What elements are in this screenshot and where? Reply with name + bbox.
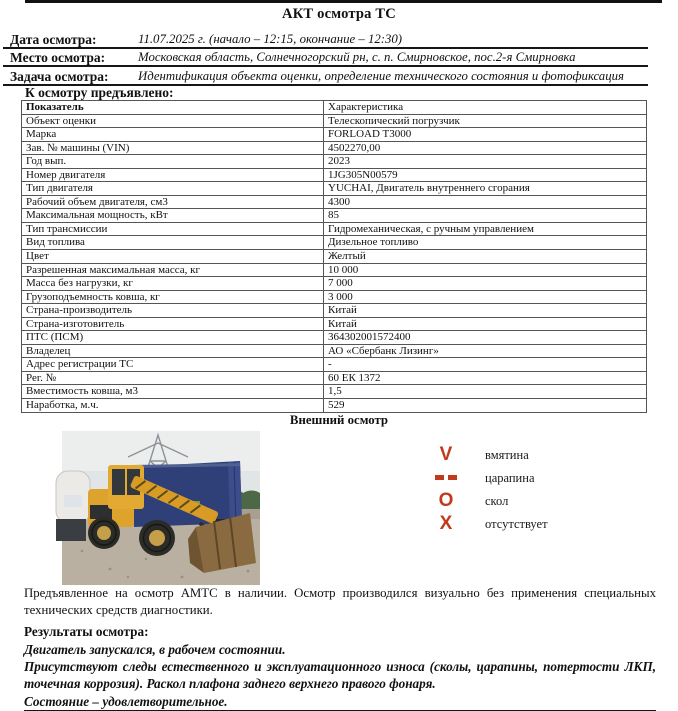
task-label: Задача осмотра: (10, 68, 109, 84)
table-row (22, 128, 647, 142)
spec-table-heading: К осмотру предъявлено: (25, 85, 174, 100)
spec-value-cell: 4502270,00 (324, 141, 647, 155)
spec-name-cell: Наработка, м.ч. (22, 399, 324, 413)
spec-value-cell: 1JG305N00579 (324, 168, 647, 182)
spec-value-cell: АО «Сбербанк Лизинг» (324, 344, 647, 358)
table-row (22, 182, 647, 196)
spec-name-cell: ПТС (ПСМ) (22, 331, 324, 345)
presence-text: Предъявленное на осмотр АМТС в наличии. Осмотр производился визуально без применения специальных технических средств диагностики. (24, 586, 656, 617)
legend-label: отсутствует (485, 516, 548, 531)
result-line-engine: Двигатель запускался, в рабочем состоянии. (24, 642, 286, 657)
table-row (22, 331, 647, 345)
header-fields (3, 30, 648, 86)
spec-value-cell: 10 000 (324, 263, 647, 277)
legend-item (425, 467, 625, 489)
spec-name-cell: Цвет (22, 250, 324, 264)
spec-value-cell: - (324, 358, 647, 372)
spec-table (21, 100, 647, 413)
legend-item (425, 490, 625, 512)
top-divider (25, 0, 662, 3)
table-row (22, 195, 647, 209)
date-value: 11.07.2025 г. (начало – 12:15, окончание – 12:30) (138, 31, 403, 46)
result-line-wear: Присутствуют следы естественного и эксплуатационного износа (сколы, царапины, потертости ЛКП, точечная коррозия). Раскол плафона заднего верхнего правого фонаря. (24, 659, 656, 691)
spec-value-cell: Телескопический погрузчик (324, 114, 647, 128)
tanker-truck-icon (56, 471, 90, 541)
table-row (22, 155, 647, 169)
spec-name-cell: Масса без нагрузки, кг (22, 277, 324, 291)
spec-name-cell: Максимальная мощность, кВт (22, 209, 324, 223)
spec-name-cell: Год вып. (22, 155, 324, 169)
spec-table-body (22, 101, 647, 413)
spec-value-cell: 4300 (324, 195, 647, 209)
spec-value-cell: 1,5 (324, 385, 647, 399)
spec-name-cell: Тип трансмиссии (22, 222, 324, 236)
table-row (22, 304, 647, 318)
spec-col-header-value: Характеристика (324, 101, 647, 115)
page-title: АКТ осмотра ТС (282, 6, 396, 22)
spec-name-cell: Тип двигателя (22, 182, 324, 196)
legend-label: царапина (485, 470, 535, 485)
spec-name-cell: Владелец (22, 344, 324, 358)
spec-name-cell: Объект оценки (22, 114, 324, 128)
spec-name-cell: Вместимость ковша, м3 (22, 385, 324, 399)
spec-name-cell: Страна-производитель (22, 304, 324, 318)
legend-item (425, 513, 625, 535)
table-row (22, 385, 647, 399)
spec-value-cell: 7 000 (324, 277, 647, 291)
table-row (22, 209, 647, 223)
spec-value-cell: Китай (324, 317, 647, 331)
spec-value-cell: Китай (324, 304, 647, 318)
header-row-date (3, 30, 648, 49)
table-row (22, 114, 647, 128)
dent-v-icon: V (439, 444, 453, 465)
table-row (22, 399, 647, 413)
header-row-task (3, 67, 648, 86)
spec-value-cell: YUCHAI, Двигатель внутреннего сгорания (324, 182, 647, 196)
spec-value-cell: 85 (324, 209, 647, 223)
place-value: Московская область, Солнечногорский рн, с. п. Смирновское, пос.2-я Смирновка (138, 50, 576, 64)
spec-name-cell: Разрешенная максимальная масса, кг (22, 263, 324, 277)
table-row (22, 317, 647, 331)
spec-name-cell: Страна-изготовитель (22, 317, 324, 331)
spec-name-cell: Рабочий объем двигателя, см3 (22, 195, 324, 209)
table-row (22, 358, 647, 372)
spec-name-cell: Зав. № машины (VIN) (22, 141, 324, 155)
legend-item (425, 444, 625, 466)
table-row (22, 222, 647, 236)
spec-name-cell: Марка (22, 128, 324, 142)
scratch-dash-icon (425, 468, 467, 488)
results-section (24, 585, 656, 711)
date-label: Дата осмотра: (10, 31, 97, 47)
spec-value-cell: Гидромеханическая, с ручным управлением (324, 222, 647, 236)
place-label: Место осмотра: (10, 50, 106, 65)
table-row (22, 250, 647, 264)
spec-name-cell: Грузоподъемность ковша, кг (22, 290, 324, 304)
legend (425, 444, 625, 536)
results-heading: Результаты осмотра: (24, 624, 149, 639)
spec-value-cell: 364302001572400 (324, 331, 647, 345)
chip-o-icon: O (438, 490, 454, 511)
spec-value-cell: 2023 (324, 155, 647, 169)
table-row (22, 277, 647, 291)
spec-value-cell: 529 (324, 399, 647, 413)
spec-name-cell: Номер двигателя (22, 168, 324, 182)
spec-col-header-name: Показатель (22, 101, 324, 115)
spec-header-row (22, 101, 647, 115)
spec-value-cell: Желтый (324, 250, 647, 264)
table-row (22, 290, 647, 304)
spec-value-cell: FORLOAD T3000 (324, 128, 647, 142)
legend-label: скол (485, 493, 509, 508)
spec-value-cell: Дизельное топливо (324, 236, 647, 250)
header-row-place (3, 49, 648, 68)
table-row (22, 141, 647, 155)
spec-name-cell: Вид топлива (22, 236, 324, 250)
result-line-condition: Состояние – удовлетворительное. (24, 693, 656, 711)
task-value: Идентификация объекта оценки, определение технического состояния и фотофиксация (138, 68, 624, 83)
table-row (22, 263, 647, 277)
legend-label: вмятина (485, 447, 529, 462)
missing-x-icon: X (439, 513, 453, 534)
vehicle-photo (62, 431, 260, 585)
table-row (22, 344, 647, 358)
spec-name-cell: Рег. № (22, 371, 324, 385)
table-row (22, 236, 647, 250)
spec-name-cell: Адрес регистрации ТС (22, 358, 324, 372)
spec-value-cell: 60 ЕК 1372 (324, 371, 647, 385)
table-row (22, 371, 647, 385)
external-inspection-heading: Внешний осмотр (289, 413, 389, 427)
table-row (22, 168, 647, 182)
spec-value-cell: 3 000 (324, 290, 647, 304)
